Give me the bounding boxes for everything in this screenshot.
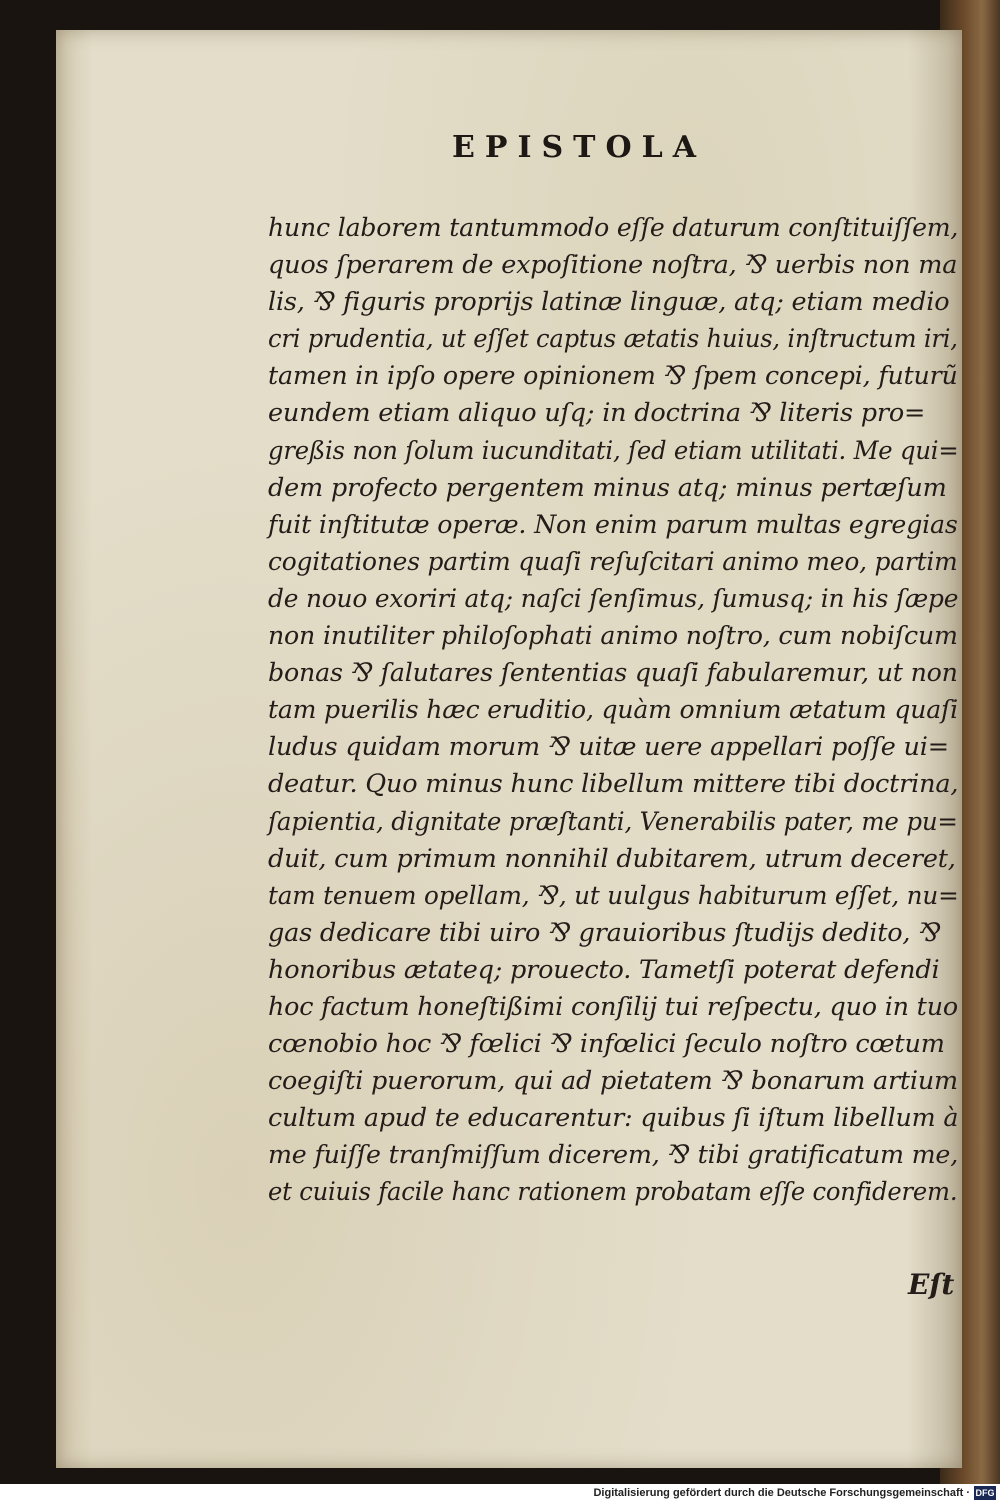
text-line: de nouo exoriri atq; naſci ſenſimus, ſumusq; in his ſæpe — [268, 583, 959, 614]
text-line: tamen in ipſo opere opinionem ⅋ ſpem concepi, futurũ — [268, 361, 958, 392]
text-line: lis, ⅋ figuris proprijs latinæ linguæ, atq; etiam medio — [268, 287, 950, 318]
text-line: bonas ⅋ ſalutares ſententias quaſi fabularemur, ut non — [268, 658, 958, 689]
text-block — [268, 210, 958, 1212]
running-head: EPISTOLA — [452, 130, 706, 165]
text-line: tam puerilis hæc eruditio, quàm omnium ætatum quaſi — [268, 695, 958, 726]
text-line: quos ſperarem de expoſitione noſtra, ⅋ uerbis non ma — [268, 250, 958, 281]
text-line: cogitationes partim quaſi reſuſcitari animo meo, partim — [268, 546, 958, 577]
dfg-logo-icon: DFG — [975, 1488, 995, 1498]
text-line: honoribus ætateq; prouecto. Tametſi poterat defendi — [268, 954, 940, 985]
digitization-footer — [0, 1484, 1000, 1504]
footer-credit-text: Digitalisierung gefördert durch die Deutsche Forschungsgemeinschaft · — [593, 1487, 970, 1499]
text-line: non inutiliter philoſophati animo noſtro, cum nobiſcum — [268, 621, 958, 652]
text-line: coegiſti puerorum, qui ad pietatem ⅋ bonarum artium — [268, 1066, 958, 1097]
text-line: me fuiſſe tranſmiſſum dicerem, ⅋ tibi gratificatum me, — [268, 1140, 959, 1171]
text-line: cœnobio hoc ⅋ fœlici ⅋ infœlici ſeculo noſtro cœtum — [268, 1029, 945, 1060]
text-line: fuit inſtitutæ operæ. Non enim parum multas egregias — [268, 509, 958, 540]
book-page — [56, 30, 962, 1468]
text-line: eundem etiam aliquo uſq; in doctrina ⅋ literis pro= — [268, 398, 926, 429]
text-line: ſapientia, dignitate præſtanti, Venerabilis pater, me pu= — [268, 806, 958, 837]
text-line: dem profecto pergentem minus atq; minus pertæſum — [268, 472, 947, 503]
catchword: Eſt — [908, 1268, 955, 1301]
library-stamp — [488, 62, 638, 114]
text-line: greßis non ſolum iucunditati, ſed etiam utilitati. Me qui= — [268, 435, 959, 466]
text-line: duit, cum primum nonnihil dubitarem, utrum deceret, — [268, 843, 956, 874]
text-line: deatur. Quo minus hunc libellum mittere tibi doctrina, — [268, 769, 959, 800]
text-line: hoc factum honeſtißimi conſilij tui reſpectu, quo in tuo — [268, 991, 958, 1022]
text-line: cri prudentia, ut eſſet captus ætatis huius, inſtructum iri, — [268, 324, 958, 355]
text-line: tam tenuem opellam, ⅋, ut uulgus habiturum eſſet, nu= — [268, 880, 959, 911]
text-line: hunc laborem tantummodo eſſe daturum conſtituiſſem, — [268, 213, 959, 243]
text-line: ludus quidam morum ⅋ uitæ uere appellari poſſe ui= — [268, 732, 949, 763]
text-line: gas dedicare tibi uiro ⅋ grauioribus ſtudijs dedito, ⅋ — [268, 917, 941, 948]
text-line: cultum apud te educarentur: quibus ſi iſtum libellum à — [268, 1103, 959, 1134]
text-line: et cuiuis facile hanc rationem probatam eſſe confiderem. — [268, 1177, 958, 1208]
